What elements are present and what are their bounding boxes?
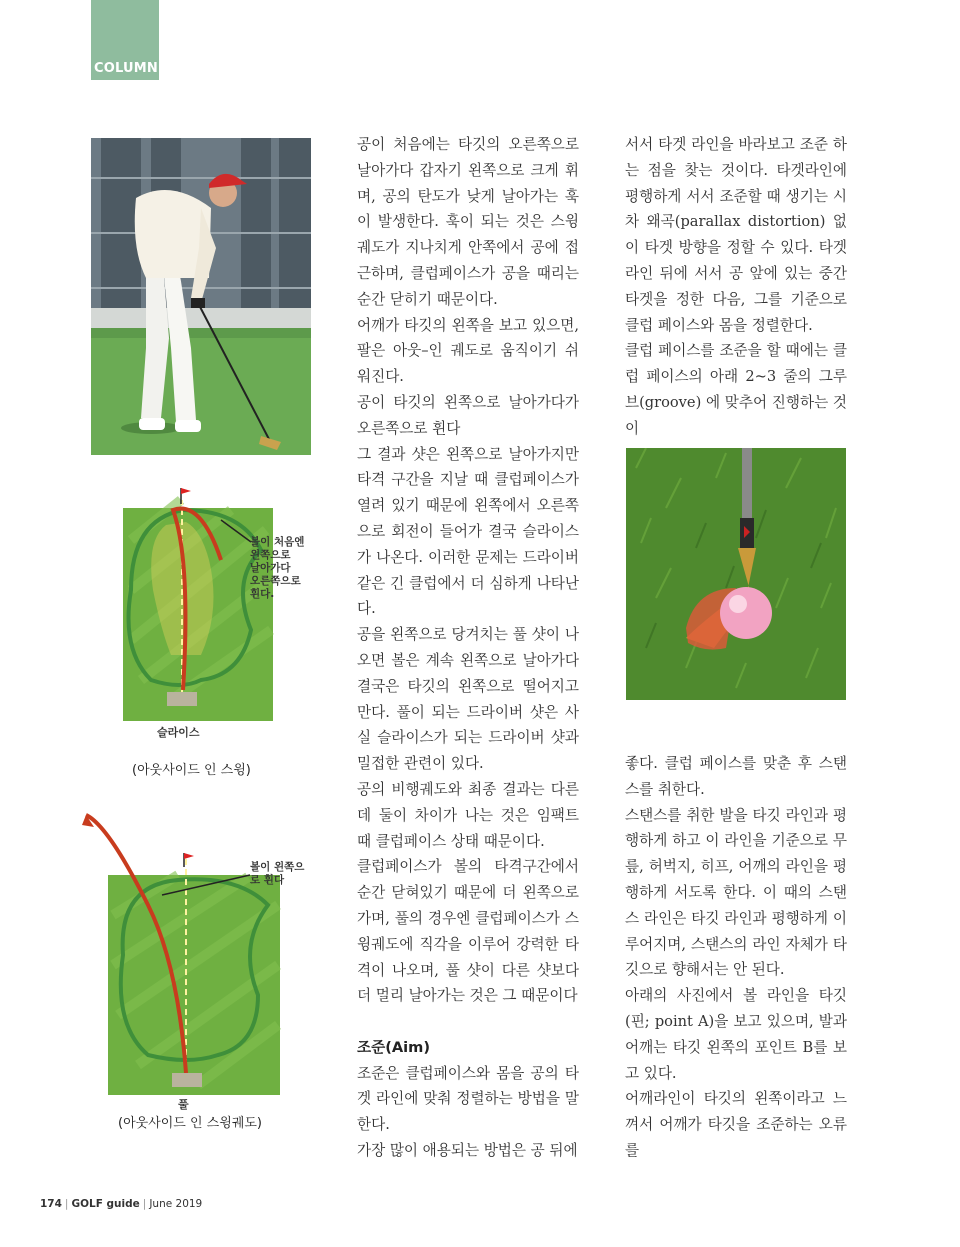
- annotation-line: 휜다.: [250, 588, 275, 600]
- annotation-line: 날아가다: [250, 562, 291, 574]
- annotation-line: 왼쪽으로: [250, 549, 291, 561]
- section-tab-label: COLUMN: [94, 61, 158, 76]
- magazine-name: GOLF guide: [71, 1198, 140, 1210]
- paragraph: 아래의 사진에서 볼 라인을 타깃(핀; point A)을 보고 있으며, 발과 어깨는 타깃 왼쪽의 포인트 B를 보고 있다.: [625, 987, 847, 1082]
- text-column-1: [357, 132, 579, 1164]
- slice-annotation: [250, 536, 304, 601]
- annotation-line: 오른쪽으로: [250, 575, 301, 587]
- page-number: 174: [40, 1198, 62, 1210]
- golfer-photo: [91, 138, 311, 455]
- clubface-photo: [626, 448, 846, 700]
- paragraph: 조준은 클럽페이스와 몸을 공의 타겟 라인에 맞춰 정렬하는 방법을 말한다.: [357, 1064, 579, 1134]
- paragraph: 가장 많이 애용되는 방법은 공 뒤에: [357, 1142, 578, 1160]
- text-column-2-bottom: [625, 751, 847, 1164]
- paragraph: 그 결과 샷은 왼쪽으로 날아가지만 타격 구간을 지날 때 클럽페이스가 열려 있기 때문에 왼쪽에서 오른쪽으로 회전이 들어가 결국 슬라이스가 나온다. 이러한 문제는 드라이버 같은 긴 클럽에서 더 심하게 나타난다.: [357, 445, 579, 618]
- paragraph: 어깨라인이 타깃의 왼쪽이라고 느껴서 어깨가 타깃을 조준하는 오류를: [625, 1090, 847, 1159]
- paragraph: 클럽 페이스를 조준을 할 때에는 클럽 페이스의 아래 2~3 줄의 그루브(groove) 에 맞추어 진행하는 것이: [625, 342, 847, 437]
- paragraph: 스탠스를 취한 발을 타깃 라인과 평행하게 하고 이 라인을 기준으로 무릎, 허벅지, 히프, 어깨의 라인을 평행하게 서도록 한다. 이 때의 스탠스 라인은 타깃 라인과 평행하게 이루어지며, 스탠스의 라인 자체가 타깃으로 향해서는 안 된다.: [625, 806, 847, 979]
- paragraph: 서서 타겟 라인을 바라보고 조준 하는 점을 찾는 것이다. 타겟라인에 평행하게 서서 조준할 때 생기는 시차 왜곡(parallax distortion) 없이 타겟 방향을 정할 수 있다. 타겟 라인 뒤에 서서 공 앞에 있는 중간 타겟을 정한 다음, 그를 기준으로 클럽 페이스와 몸을 정렬한다.: [625, 136, 847, 334]
- paragraph: 클럽페이스가 볼의 타격구간에서 순간 닫혀있기 때문에 더 왼쪽으로 가며, 풀의 경우엔 클럽페이스가 스윙궤도에 직각을 이루어 강력한 타격이 나오며, 풀 샷이 다른 샷보다 더 멀리 날아가는 것은 그 때문이다: [357, 858, 579, 1005]
- paragraph: 공을 왼쪽으로 당겨치는 풀 샷이 나오면 볼은 계속 왼쪽으로 날아가다 결국은 타깃의 왼쪽으로 떨어지고 만다. 풀이 되는 드라이버 샷은 사실 슬라이스가 되는 드라이버 샷과 밀접한 관련이 있다.: [357, 626, 579, 773]
- slice-diagram: [91, 480, 331, 740]
- paragraph: 공의 비행궤도와 최종 결과는 다른데 둘이 차이가 나는 것은 임팩트 때 클럽페이스 상태 때문이다.: [357, 780, 579, 850]
- text-column-2-top: [625, 132, 847, 442]
- paragraph: 좋다. 클럽 페이스를 맞춘 후 스탠스를 취한다.: [625, 755, 847, 798]
- page-footer: 174 | GOLF guide | June 2019: [40, 1198, 203, 1210]
- section-tab: [91, 0, 159, 80]
- slice-label: 슬라이스: [157, 726, 200, 739]
- annotation-line: 로 휜다: [250, 874, 285, 886]
- paragraph: 어깨가 타깃의 왼쪽을 보고 있으면, 팔은 아웃–인 궤도로 움직이기 쉬워진다.: [357, 316, 579, 386]
- issue-date: June 2019: [149, 1198, 203, 1210]
- pull-label: 풀: [178, 1098, 189, 1111]
- annotation-line: 볼이 왼쪽으: [250, 861, 305, 873]
- paragraph: 공이 처음에는 타깃의 오른쪽으로 날아가다 갑자기 왼쪽으로 크게 휘며, 공의 탄도가 낮게 날아가는 훅이 발생한다. 훅이 되는 것은 스윙궤도가 지나치게 안쪽에서 공에 접근하며, 클럽페이스가 공을 때리는 순간 닫히기 때문이다.: [357, 136, 579, 308]
- paragraph: 공이 타깃의 왼쪽으로 날아가다가 오른쪽으로 휜다: [357, 393, 579, 437]
- aim-heading: 조준(Aim): [357, 1038, 431, 1056]
- annotation-line: 볼이 처음엔: [250, 536, 305, 548]
- pull-diagram: [78, 805, 328, 1105]
- pull-annotation: [250, 861, 304, 887]
- slice-caption: (아웃사이드 인 스윙): [132, 763, 251, 778]
- pull-caption: (아웃사이드 인 스윙궤도): [118, 1116, 262, 1131]
